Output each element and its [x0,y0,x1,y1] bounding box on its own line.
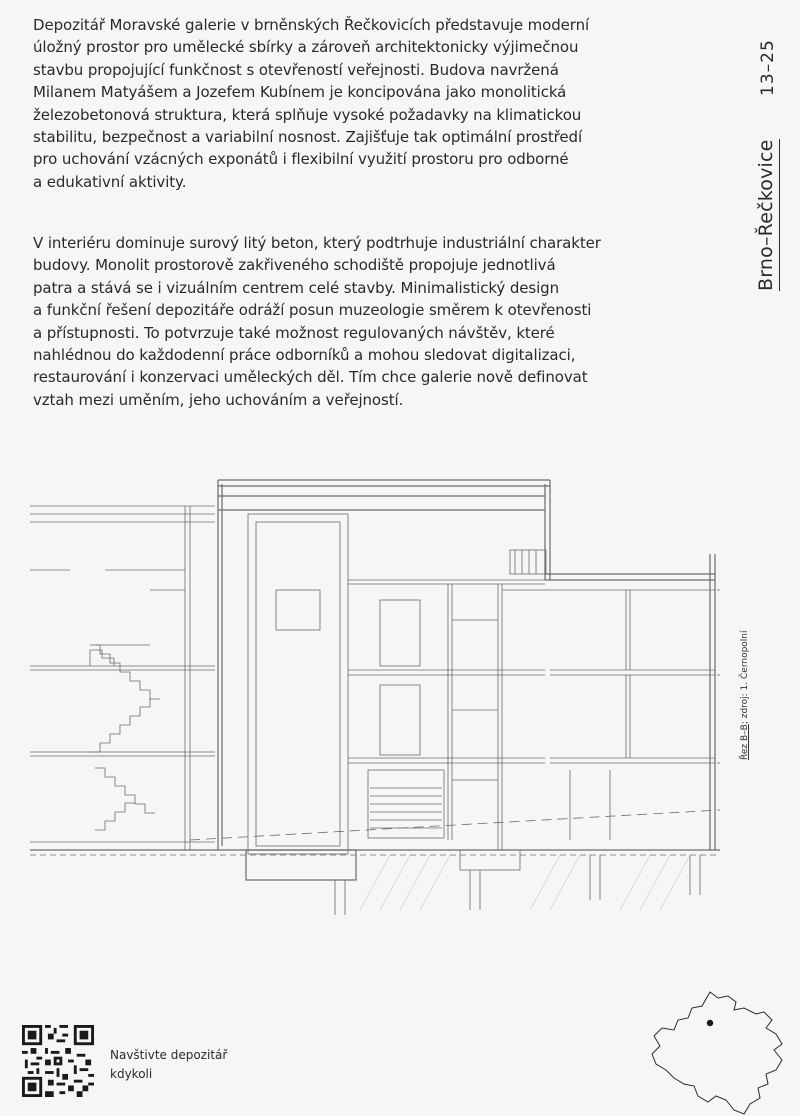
visit-line: kdykoli [110,1067,153,1081]
ground-hatch [360,855,690,910]
section-drawing [30,470,720,920]
brno-map [648,988,798,1116]
intro-paragraph [33,14,641,193]
text-line: budovy. Monolit prostorově zakřiveného schodiště propojuje jednotlivá [33,256,556,275]
text-line: úložný prostor pro umělecké sbírky a zároveň architektonicky výjimečnou [33,38,579,57]
city-boundary [652,992,782,1114]
text-line: Milanem Matyášem a Jozefem Kubínem je koncipována jako monolitická [33,83,567,102]
qr-code[interactable] [22,1025,94,1097]
text-line: a edukativní aktivity. [33,172,187,191]
right-wing [502,550,720,840]
text-line: pro uchování vzácných exponátů i flexibilní využití prostoru pro odborné [33,150,569,169]
text-line: vztah mezi uměním, jeho uchováním a veřejností. [33,390,404,409]
visit-line: Navštivte depozitář [110,1048,228,1062]
caption-source: ; zdroj: 1. Černopolní [740,630,750,725]
central-core [248,514,545,854]
ground-and-foundations [30,810,720,915]
interior-paragraph [33,232,641,411]
text-line: Depozitář Moravské galerie v brněnských Řečkovicích představuje moderní [33,16,590,34]
location-label: Brno–Řečkovice [755,139,780,291]
text-line: patra a stává se i vizuálním centrem celé stavby. Minimalistický design [33,278,559,297]
left-building [30,506,215,850]
text-line: V interiéru dominuje surový litý beton, který podtrhuje industriální charakter [33,234,601,252]
text-line: nahlédnou do každodenní práce odborníků a mohou sledovat digitalizaci, [33,346,576,365]
text-line: stabilitu, bezpečnost a variabilní nosnost. Zajišťuje tak optimální prostředí [33,128,583,147]
page-range: 13–25 [758,39,778,96]
text-line: a přístupnosti. To potvrzuje také možnost regulovaných návštěv, které [33,323,555,342]
drawing-caption [740,630,750,760]
text-line: a funkční řešení depozitáře odráží posun muzeologie směrem k otevřenosti [33,301,592,320]
location-dot [707,1020,713,1026]
text-line: železobetonová struktura, která splňuje vysoké požadavky na klimatickou [33,105,582,124]
text-line: restaurování i konzervaci uměleckých děl. Tím chce galerie nově definovat [33,368,588,387]
caption-section-label: Řez B–B [740,724,750,760]
main-building [218,480,715,850]
text-line: stavbu propojující funkčnost s otevřeností veřejnosti. Budova navržená [33,60,559,79]
visit-note [110,1046,227,1084]
